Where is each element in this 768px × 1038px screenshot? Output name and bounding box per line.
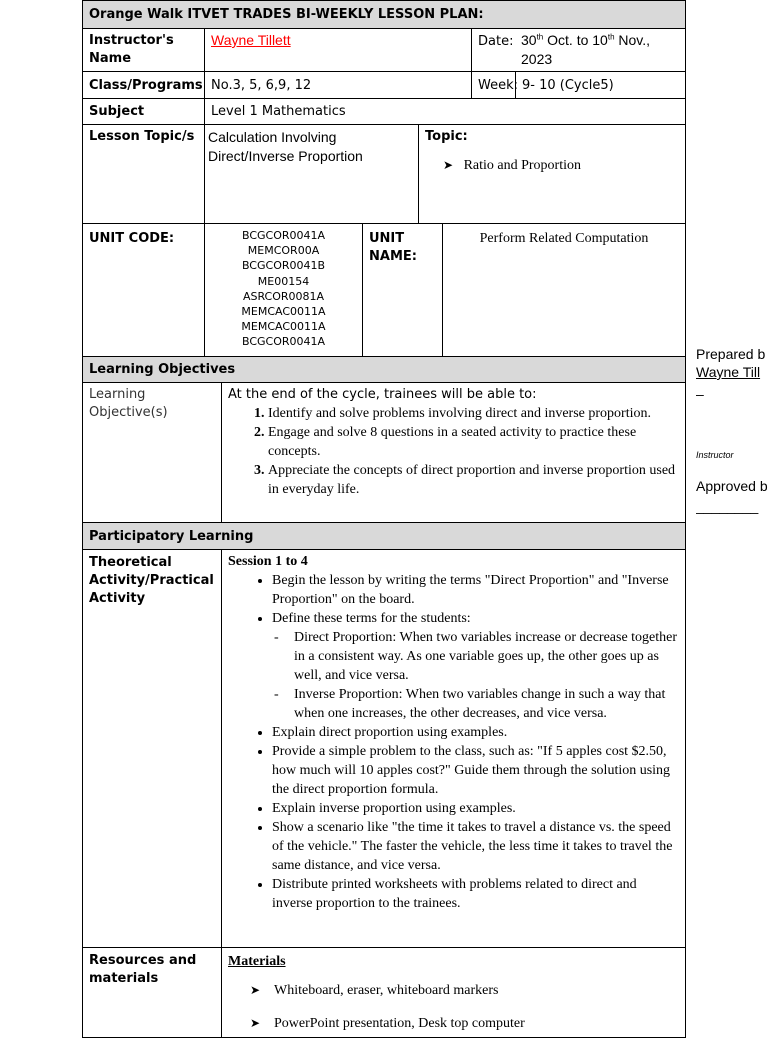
class-label: Class/Programs xyxy=(89,78,203,93)
session-title: Session 1 to 4 xyxy=(228,554,308,569)
prepared-by-name: Wayne Till xyxy=(696,364,761,380)
unit-code-label: UNIT CODE: xyxy=(89,231,175,246)
activity-item xyxy=(272,609,679,723)
unit-code: BCGCOR0041B xyxy=(241,259,326,273)
date-tail: Nov., 2023 xyxy=(521,32,651,67)
activity-item: • Show a scenario like "the time it takes to travel a distance vs. the speed of the vehicle." The faster the vehicle, the less time it takes to travel the same distance, and vice versa. xyxy=(272,818,679,875)
arrow-bullet-icon: ➤ xyxy=(250,1016,261,1030)
lesson-topic-row xyxy=(83,124,685,223)
unit-code: ASRCOR0081A xyxy=(242,289,325,303)
page-title: Orange Walk ITVET TRADES BI-WEEKLY LESSON PLAN: xyxy=(89,7,484,22)
objective-item xyxy=(268,423,679,461)
objectives-cell xyxy=(221,383,685,522)
objectives-heading: Learning Objectives xyxy=(89,362,236,377)
participatory-heading-row xyxy=(83,522,685,549)
objectives-label: Learning Objective(s) xyxy=(89,387,168,420)
objective-text: Engage and solve 8 questions in a seated activity to practice these concepts. xyxy=(268,425,637,459)
subject-value: Level 1 Mathematics xyxy=(204,99,685,124)
instructor-cell xyxy=(204,29,471,71)
activity-list xyxy=(228,571,679,913)
subject-label: Subject xyxy=(89,104,145,119)
activity-item: • Begin the lesson by writing the terms "Direct Proportion" and "Inverse Proportion" on the board. xyxy=(272,571,679,609)
material-text: PowerPoint presentation, Desk top computer xyxy=(274,1016,525,1031)
objectives-list xyxy=(228,404,679,499)
class-row xyxy=(83,71,685,98)
date-sup-start: th xyxy=(536,32,544,42)
unit-code: MEMCAC0011A xyxy=(241,305,326,319)
signature-dash: – xyxy=(696,386,704,402)
objective-text: Appreciate the concepts of direct proportion and inverse proportion used in everyday life. xyxy=(268,463,676,497)
definition-item: - Direct Proportion: When two variables increase or decrease together in a consistent way. As one variable goes up, the other goes up as well, and vice versa. xyxy=(294,628,679,685)
topic-label: Topic: xyxy=(425,129,468,144)
activity-item: • Distribute printed worksheets with problems related to direct and inverse proportion to the trainees. xyxy=(272,875,679,913)
objective-item xyxy=(268,404,679,423)
activity-label: Theoretical Activity/Practical Activity xyxy=(89,555,214,606)
date-day-start: 30 xyxy=(521,32,537,48)
unit-code: ME00154 xyxy=(257,274,310,288)
date-sup-end: th xyxy=(607,32,615,42)
week-value: 9- 10 (Cycle5) xyxy=(515,72,685,98)
activity-item-text: Define these terms for the students: xyxy=(272,611,471,626)
topic-cell xyxy=(418,125,685,223)
week-label: Week: xyxy=(471,72,515,98)
definition-item: - Inverse Proportion: When two variables change in such a way that when one increases, the other decreases, and vice versa. xyxy=(294,685,679,723)
instructor-caption: Instructor xyxy=(696,450,734,460)
objectives-heading-row xyxy=(83,356,685,382)
topic-item-text: Ratio and Proportion xyxy=(463,158,581,173)
unit-code: BCGCOR0041A xyxy=(241,335,326,349)
unit-row xyxy=(83,223,685,356)
instructor-name: Wayne Tillett xyxy=(211,32,291,48)
unit-name-label: UNIT NAME: xyxy=(362,224,442,356)
lesson-plan-table xyxy=(82,0,686,1038)
arrow-bullet-icon: ➤ xyxy=(250,983,261,997)
arrow-bullet-icon: ➤ xyxy=(443,158,454,172)
materials-heading: Materials xyxy=(228,954,286,969)
instructor-row xyxy=(83,28,685,71)
material-text: Whiteboard, eraser, whiteboard markers xyxy=(274,983,499,998)
participatory-row xyxy=(83,549,685,947)
date-value xyxy=(515,29,685,71)
materials-list xyxy=(228,981,679,1033)
activity-item: • Explain inverse proportion using examples. xyxy=(272,799,679,818)
subject-row xyxy=(83,98,685,124)
unit-code: MEMCOR00A xyxy=(247,244,320,258)
class-value: No.3, 5, 6,9, 12 xyxy=(204,72,471,98)
participatory-heading: Participatory Learning xyxy=(89,529,254,544)
topic-item xyxy=(425,156,679,175)
unit-name-value: Perform Related Computation xyxy=(442,224,685,356)
resources-label: Resources and materials xyxy=(89,953,197,986)
activity-cell xyxy=(221,550,685,947)
objective-text: Identify and solve problems involving direct and inverse proportion. xyxy=(268,406,651,421)
date-mid: Oct. to 10 xyxy=(543,32,608,48)
lesson-topic-label: Lesson Topic/s xyxy=(89,129,195,144)
prepared-by-label: Prepared b xyxy=(696,346,766,362)
date-label: Date: xyxy=(471,29,515,71)
title-row xyxy=(83,1,685,28)
activity-item: • Provide a simple problem to the class, such as: "If 5 apples cost $2.50, how much will 10 apples cost?" Guide them through the solution using the direct proportion formula. xyxy=(272,742,679,799)
material-item xyxy=(250,981,679,1000)
activity-item: • Explain direct proportion using examples. xyxy=(272,723,679,742)
unit-code: BCGCOR0041A xyxy=(241,229,326,242)
approved-by-label: Approved b xyxy=(696,478,768,494)
objectives-intro: At the end of the cycle, trainees will be able to: xyxy=(228,387,537,402)
unit-code-list xyxy=(204,224,362,356)
unit-code: MEMCAC0011A xyxy=(241,320,326,334)
objective-item xyxy=(268,461,679,499)
lesson-topic-value: Calculation Involving Direct/Inverse Proportion xyxy=(204,125,418,223)
objectives-row xyxy=(83,382,685,522)
instructor-label: Instructor's Name xyxy=(89,33,174,66)
approved-signature-line: ________ xyxy=(696,498,759,514)
definition-list xyxy=(272,628,679,723)
signature-sidebar xyxy=(696,0,768,1024)
